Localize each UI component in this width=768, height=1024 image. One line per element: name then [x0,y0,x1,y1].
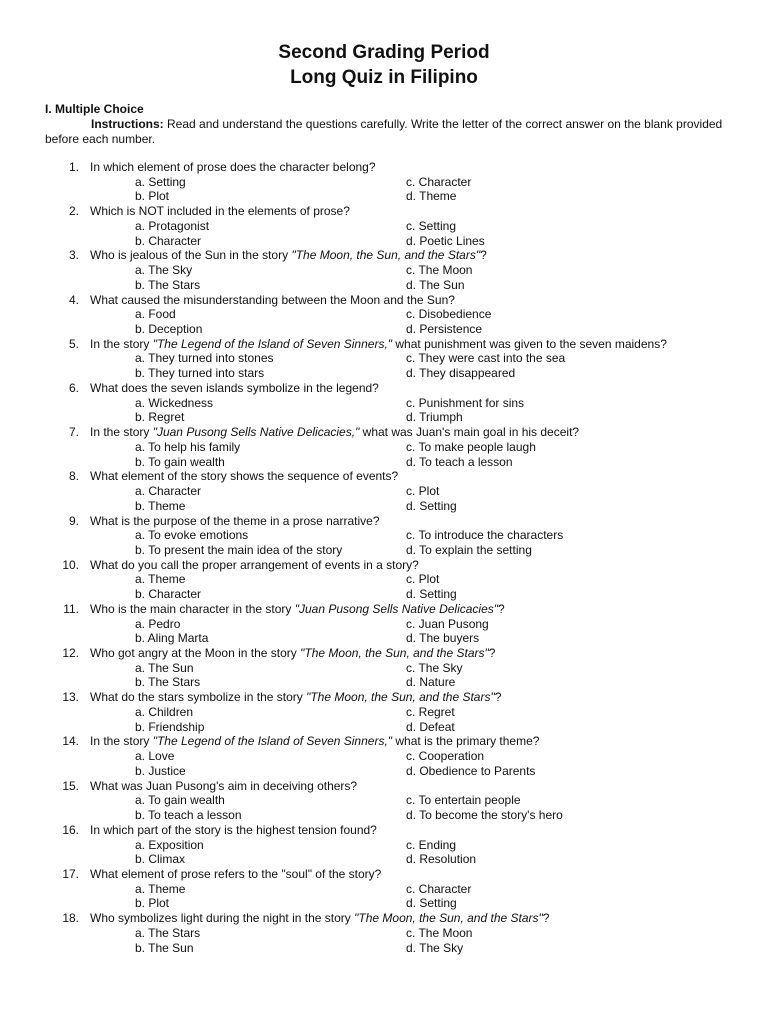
question-item [0,425,768,469]
question-item [0,469,768,513]
question-stem: In the story [90,425,153,440]
option-d: d. The Sky [406,940,464,955]
option-b: b. Climax [135,852,186,867]
option-b: b. To present the main idea of the story [135,542,343,557]
option-b: b. Theme [135,498,186,513]
question-stem-end: what is the primary theme? [392,734,540,749]
question-stem: What does the seven islands symbolize in the legend? [90,380,379,395]
option-c: c. The Moon [406,925,473,940]
question-item [0,248,768,292]
question-stem: What is the purpose of the theme in a prose narrative? [90,513,380,528]
option-d: d. They disappeared [406,366,516,381]
option-a: a. Protagonist [135,218,210,233]
question-text [90,425,579,440]
option-d: d. Defeat [406,719,455,734]
instructions-text: Read and understand the questions carefully. Write the letter of the correct answer on the blank provided before each number. [45,117,723,146]
story-title: "Juan Pusong Sells Native Delicacies" [294,601,499,616]
option-b: b. Plot [135,189,170,204]
question-stem: Who is the main character in the story [90,601,295,616]
question-text [90,911,549,926]
option-b: b. Plot [135,896,170,911]
option-a: a. Wickedness [135,395,214,410]
question-item [0,381,768,425]
question-text [90,823,377,838]
option-c: c. Plot [406,484,440,498]
question-item [0,558,768,602]
question-text [90,558,419,573]
question-number: 18. [62,911,79,926]
question-item [0,911,768,955]
question-text [90,204,350,219]
option-b: b. Justice [135,763,186,778]
option-c: c. Setting [406,218,457,233]
question-text [90,514,380,529]
option-b: b. Character [135,233,202,248]
option-a: a. Children [135,704,194,719]
question-text [90,160,376,175]
option-a: a. Exposition [135,837,204,852]
option-d: d. Triumph [406,410,463,425]
option-a: a. They turned into stones [135,351,274,366]
question-stem: What element of prose refers to the "soul" of the story? [90,867,382,881]
option-b: b. The Stars [135,675,201,690]
question-stem: In which element of prose does the character belong? [90,160,376,174]
question-stem: Who got angry at the Moon in the story [90,646,301,661]
option-b: b. Regret [135,410,185,425]
question-stem: In the story [90,734,153,749]
option-c: c. The Sky [406,660,463,675]
question-item [0,337,768,381]
question-number: 4. [68,292,79,307]
option-d: d. Nature [406,675,456,690]
story-title: "The Moon, the Sun, and the Stars" [306,690,495,705]
question-number: 5. [68,336,79,351]
question-text [90,602,505,617]
option-b: b. Deception [135,321,203,336]
option-a: a. The Stars [135,925,201,940]
option-a: a. Theme [135,881,186,896]
story-title: "The Moon, the Sun, and the Stars" [300,646,489,661]
option-d: d. To teach a lesson [406,454,513,469]
question-stem-end: what was Juan's main goal in his deceit? [359,425,580,440]
question-stem-end: what punishment was given to the seven maidens? [392,336,667,351]
question-number: 8. [68,469,79,484]
question-stem: What was Juan Pusong's aim in deceiving others? [90,778,358,793]
option-a: a. Character [135,484,202,498]
story-title: "The Moon, the Sun, and the Stars" [291,248,481,263]
option-d: d. The buyers [406,631,480,646]
question-number: 9. [68,513,79,528]
question-text [90,469,398,484]
option-c: c. They were cast into the sea [406,351,566,366]
option-d: d. Persistence [406,321,483,336]
option-a: a. Food [135,307,176,322]
story-title: "The Legend of the Island of Seven Sinners," [152,336,393,351]
question-text [90,646,495,661]
question-number: 15. [62,778,79,793]
question-stem: In the story [90,336,153,351]
option-c: c. The Moon [406,263,473,278]
option-b: b. The Stars [135,277,201,292]
story-title: "The Moon, the Sun, and the Stars" [354,911,543,926]
option-d: d. Setting [406,896,457,911]
question-item [0,602,768,646]
option-d: d. Setting [406,498,457,513]
section-heading: I. Multiple Choice [45,102,144,116]
question-number: 17. [62,867,79,881]
option-d: d. Poetic Lines [406,233,485,248]
option-d: d. Obedience to Parents [406,763,536,778]
option-c: c. Juan Pusong [406,616,489,631]
option-d: d. To explain the setting [406,542,532,557]
question-text [90,381,379,396]
question-item [0,160,768,204]
question-item [0,204,768,248]
question-number: 6. [68,380,79,395]
option-a: a. To help his family [135,439,241,454]
option-a: a. The Sky [135,263,193,278]
option-c: c. Ending [406,837,457,852]
story-title: "The Legend of the Island of Seven Sinners," [152,734,393,749]
question-number: 11. [63,601,79,616]
option-d: d. Setting [406,587,457,602]
question-item [0,734,768,778]
question-number: 10. [62,557,79,572]
question-text [90,734,539,749]
option-b: b. Character [135,587,202,602]
question-number: 1. [68,160,79,174]
option-d: d. Theme [406,189,457,204]
question-stem: What do you call the proper arrangement of events in a story? [90,557,419,572]
option-a: a. To gain wealth [135,793,225,808]
question-number: 16. [62,822,79,837]
question-stem: Which is NOT included in the elements of prose? [90,204,350,219]
quiz-subtitle: Long Quiz in Filipino [290,67,478,88]
question-stem-end: ? [480,248,487,263]
question-item [0,690,768,734]
option-d: d. The Sun [406,277,465,292]
option-c: c. Character [406,174,472,189]
option-c: c. Character [406,881,472,896]
question-number: 3. [68,248,79,263]
option-c: c. Regret [406,704,455,719]
question-list [0,160,768,955]
option-b: b. To teach a lesson [135,808,242,823]
question-stem-end: ? [542,911,550,926]
question-number: 14. [62,734,79,749]
option-c: c. To entertain people [406,793,521,808]
option-b: b. Aling Marta [135,631,209,646]
option-d: d. To become the story's hero [406,808,563,823]
question-item [0,867,768,911]
question-stem: Who symbolizes light during the night in the story [90,911,355,926]
question-stem: What element of the story shows the sequence of events? [90,469,399,484]
question-number: 13. [62,690,79,705]
story-title: "Juan Pusong Sells Native Delicacies," [152,425,360,440]
option-b: b. The Sun [135,940,194,955]
question-stem: What caused the misunderstanding between the Moon and the Sun? [90,292,455,307]
option-b: b. They turned into stars [135,366,265,381]
question-text [90,690,501,705]
instructions [45,117,735,146]
question-item [0,293,768,337]
question-text [90,337,667,352]
question-stem-end: ? [494,690,502,705]
question-number: 12. [62,646,79,661]
question-number: 2. [68,204,79,219]
option-c: c. To introduce the characters [406,528,564,543]
option-d: d. Resolution [406,852,477,867]
option-b: b. Friendship [135,719,205,734]
question-stem: Who is jealous of the Sun in the story [90,248,292,263]
question-number: 7. [68,425,79,440]
question-item [0,823,768,867]
option-c: c. Disobedience [406,307,492,322]
question-item [0,779,768,823]
question-text [90,779,357,794]
question-stem: In which part of the story is the highest tension found? [90,822,377,837]
option-a: a. Love [135,749,175,764]
option-b: b. To gain wealth [135,454,225,469]
option-a: a. To evoke emotions [135,528,249,543]
question-text [90,248,487,263]
instructions-label: Instructions: [91,117,164,131]
option-a: a. The Sun [135,660,194,675]
question-text [90,293,455,308]
option-a: a. Setting [135,174,186,189]
question-text [90,867,381,882]
question-stem: What do the stars symbolize in the story [90,690,307,705]
question-item [0,514,768,558]
question-stem-end: ? [498,601,505,616]
option-a: a. Pedro [135,616,181,631]
option-c: c. Plot [406,572,440,587]
quiz-title: Second Grading Period [278,42,490,63]
question-stem-end: ? [488,646,496,661]
option-c: c. Punishment for sins [406,395,525,410]
option-c: c. To make people laugh [406,439,536,454]
question-item [0,646,768,690]
option-c: c. Cooperation [406,749,485,764]
option-a: a. Theme [135,572,186,587]
